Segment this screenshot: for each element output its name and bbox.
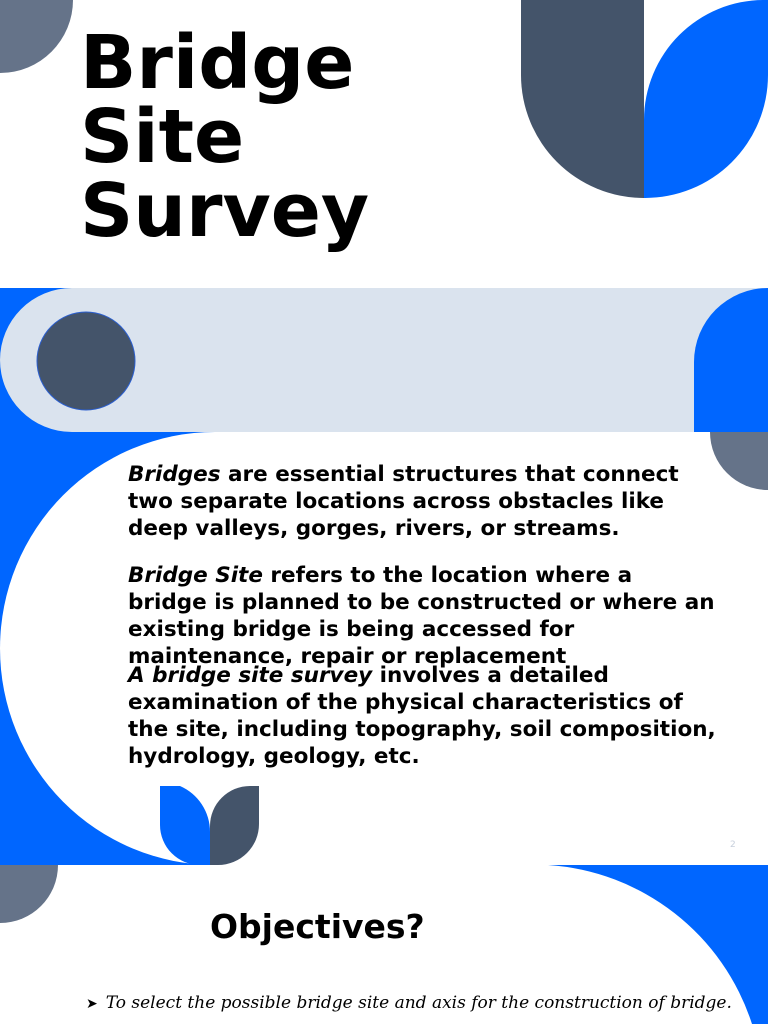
definitions-slide	[0, 432, 768, 865]
objective-text: To select the possible bridge site and axis for the construction of bridge.	[105, 993, 732, 1013]
slide-title	[80, 20, 370, 254]
bridges-term: Bridges	[128, 462, 221, 487]
bridge-site-definition	[128, 562, 718, 670]
band-decoration	[0, 288, 768, 432]
arrow-bullet-icon: ➤	[86, 996, 98, 1012]
decorative-band	[0, 288, 768, 432]
bridges-definition	[128, 461, 718, 542]
slate-circle-shape	[37, 312, 135, 410]
bridge-site-term: Bridge Site	[128, 563, 263, 588]
leaf-left-shape	[521, 0, 644, 198]
corner-quarter-circle-shape	[0, 0, 73, 73]
leaf-right-shape	[644, 0, 768, 198]
title-line-3: Survey	[80, 168, 370, 254]
objectives-slide	[0, 865, 768, 1024]
gray-corner-shape	[0, 865, 58, 923]
title-slide	[0, 0, 768, 288]
bridge-site-description: refers to the location where a bridge is planned to be constructed or where an existing bridge is being accessed for maintenance, repair or replacement	[128, 563, 715, 669]
objectives-heading: Objectives?	[210, 907, 425, 946]
title-line-2: Site	[80, 94, 245, 180]
site-survey-term: A bridge site survey	[128, 663, 373, 688]
objective-item	[86, 993, 732, 1013]
site-survey-description: involves a detailed examination of the physical characteristics of the site, including topography, soil composition, hydrology, geology, etc.	[128, 663, 716, 769]
page-number: 2	[730, 840, 736, 850]
site-survey-definition	[128, 662, 718, 770]
title-line-1: Bridge	[80, 20, 355, 106]
bridges-description: are essential structures that connect two separate locations across obstacles like deep valleys, gorges, rivers, or streams.	[128, 462, 679, 541]
